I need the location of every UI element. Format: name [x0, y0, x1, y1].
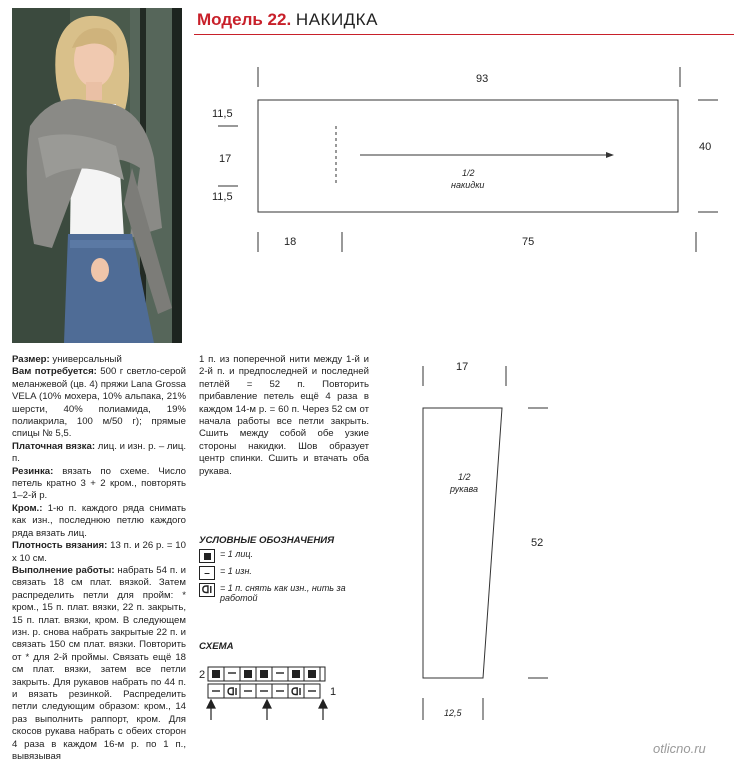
cape-name-label: накидки [451, 180, 485, 190]
work-label: Выполнение работы: [12, 564, 115, 576]
legend-title: УСЛОВНЫЕ ОБОЗНАЧЕНИЯ [199, 535, 335, 546]
plat-label: Платочная вязка: [12, 440, 96, 452]
cape-bottom-left-label: 18 [284, 236, 297, 248]
chart-row-1: 1 [330, 686, 337, 698]
density-value: 13 п. и 26 р. = 10 х 10 см. [12, 540, 186, 564]
rez-label: Резинка: [12, 465, 54, 477]
sleeve-outline [423, 408, 502, 678]
krom-label: Кром.: [12, 502, 43, 514]
model-number: Модель 22. [197, 10, 292, 29]
cape-width-label: 93 [476, 73, 489, 85]
sleeve-bottom-label: 12,5 [444, 708, 462, 718]
model-name: НАКИДКА [295, 10, 378, 29]
knit-symbol [199, 549, 215, 563]
chart-row-2: 2 [199, 669, 206, 681]
plat-value: лиц. и изн. р. – лиц. п. [12, 440, 186, 465]
need-value: 500 г светло-серой меланжевой (цв. 4) пряжи Lana Grossa VELA (10% мохера, 10% альпака, 21% шерсти, 40% полиамида, 19% полиакрила, 100 м/50 г); прямые спицы № 5,5. [12, 366, 186, 440]
sleeve-top-label: 17 [456, 361, 469, 373]
instructions-col-2 [199, 354, 369, 478]
cape-left-mid-label: 17 [219, 153, 232, 165]
legend-slip-text: = 1 п. снять как изн., нить за работой [220, 583, 346, 603]
stitch-chart [199, 667, 336, 720]
slip-symbol: ᗡI [199, 583, 215, 597]
schema-title: СХЕМА [199, 641, 234, 652]
cape-left-top-label: 11,5 [212, 108, 233, 120]
work-value: набрать 54 п. и связать 18 см плат. вязкой. Затем распределить петли для пройм: * кром., 15 п. плат. вязки, 22 п. закрыть, 15 п. плат. вязки, кром. В следующем изн. р. снова набрать закрытые 22 п. и связать 150 см плат. вязки. Повторить от * для 2-й проймы. Связать ещё 18 см плат. вязки, затем все петли закрыть. Для рукавов набрать по 44 п. и вязать резинкой. Распределить петли следующим образом: кром., 14 раз выполнить раппорт, кром. Для скосов рукава набрать с обеих сторон 4 раза в каждом 16-м р. по 1 п., вывязывая [12, 564, 186, 762]
sleeve-half-label: 1/2 [458, 472, 471, 482]
cape-bottom-right-label: 75 [522, 236, 535, 248]
size-label: Размер: [12, 354, 50, 365]
purl-symbol: – [199, 566, 215, 580]
krom-value: 1-ю п. каждого ряда снимать как изн., последнюю петлю каждого ряда вязать лиц. [12, 502, 186, 539]
size-value: универсальный [49, 354, 122, 365]
chart-slip-a: ᗡI [227, 687, 238, 698]
legend-purl-text: = 1 изн. [220, 566, 252, 576]
legend-knit [199, 549, 253, 563]
sleeve-name-label: рукава [450, 484, 478, 494]
cape-left-bottom-label: 11,5 [212, 191, 233, 203]
sleeve-height-label: 52 [531, 537, 544, 549]
cape-half-label: 1/2 [462, 168, 475, 178]
legend-purl [199, 566, 252, 580]
rez-value: вязать по схеме. Число петель кратно 3 + 2 кром., повторять 1–2-й р. [12, 465, 186, 502]
watermark: otlicno.ru [653, 741, 706, 756]
cape-height-label: 40 [699, 141, 712, 153]
density-label: Плотность вязания: [12, 540, 108, 552]
instructions-col-1 [12, 354, 186, 763]
legend-knit-text: = 1 лиц. [220, 549, 253, 559]
chart-slip-b: ᗡI [291, 687, 302, 698]
work-continued: 1 п. из поперечной нити между 1-й и 2-й п. и предпоследней и последней петлёй = 52 п. Повторить прибавление петель ещё 4 раза в каждом 14-м р. = 60 п. Через 52 см от начала работы все петли закрыть. Сшить между собой обе узкие стороны накидки. Шов образует центр спинки. Сшить и втачать оба рукава. [199, 354, 369, 477]
need-label: Вам потребуется: [12, 366, 97, 378]
cape-outline [258, 100, 678, 212]
legend-slip [199, 583, 349, 603]
